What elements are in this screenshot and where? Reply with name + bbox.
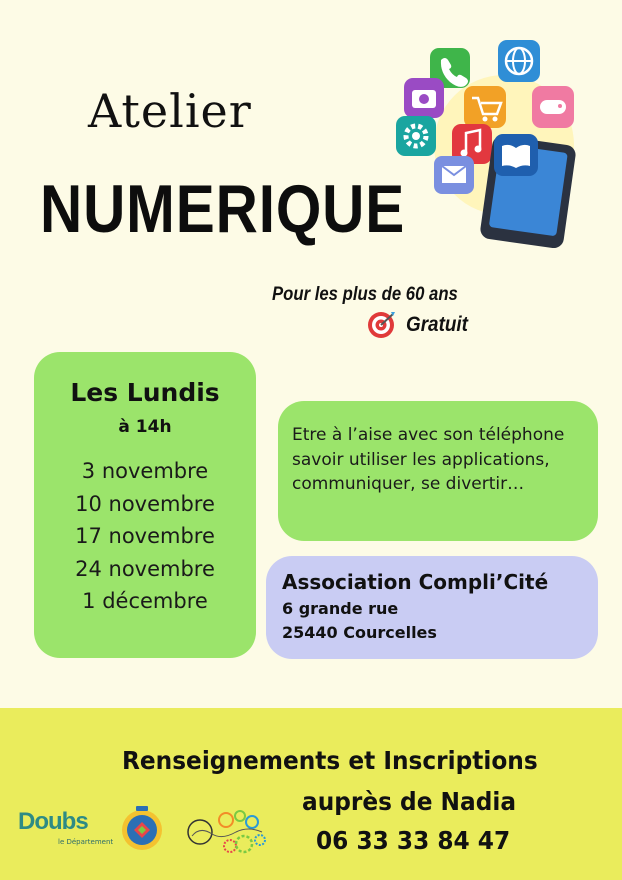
- audience-text: Pour les plus de 60 ans: [272, 284, 458, 305]
- free-row: [366, 310, 475, 340]
- doubs-logo: [18, 808, 114, 846]
- cart-icon: [464, 86, 506, 128]
- schedule-card: [34, 352, 256, 658]
- settings-icon: [396, 116, 436, 156]
- schedule-time: à 14h: [118, 417, 172, 437]
- title-numerique: NUMERIQUE: [40, 171, 406, 247]
- address-street: 6 grande rue: [282, 599, 399, 618]
- mail-icon: [434, 156, 474, 194]
- association-name: Association Compli’Cité: [282, 570, 549, 594]
- date-item: 17 novembre: [75, 524, 215, 548]
- camera-icon: [404, 78, 444, 118]
- free-label: Gratuit: [406, 313, 468, 336]
- footer-info-heading: Renseignements et Inscriptions: [122, 746, 538, 775]
- globe-icon: [498, 40, 540, 82]
- date-item: 10 novembre: [75, 491, 215, 516]
- doubs-logo-subtitle: le Département: [58, 838, 114, 846]
- footer-banner: [0, 708, 622, 880]
- schedule-day: Les Lundis: [70, 378, 220, 407]
- association-card: [266, 556, 598, 659]
- date-item: 1 décembre: [82, 589, 208, 613]
- gamepad-icon: [532, 86, 574, 128]
- smartphone-apps-illustration: [394, 40, 584, 250]
- book-icon: [494, 134, 538, 176]
- address-city: 25440 Courcelles: [282, 623, 437, 642]
- description-text: Etre à l’aise avec son téléphone savoir utiliser les applications, communiquer, se divertir…: [292, 425, 565, 494]
- seal-logo: [120, 804, 164, 852]
- title-atelier: Atelier: [88, 84, 252, 138]
- target-icon: [366, 310, 396, 340]
- description-card: [278, 401, 598, 541]
- complicite-logo: [186, 806, 272, 856]
- footer-phone-number: 06 33 33 84 47: [316, 826, 511, 855]
- footer-contact-person: auprès de Nadia: [302, 787, 517, 816]
- date-item: 24 novembre: [75, 556, 215, 581]
- date-item: 3 novembre: [81, 459, 209, 483]
- doubs-logo-text: Doubs: [18, 808, 88, 835]
- schedule-dates: [34, 455, 256, 618]
